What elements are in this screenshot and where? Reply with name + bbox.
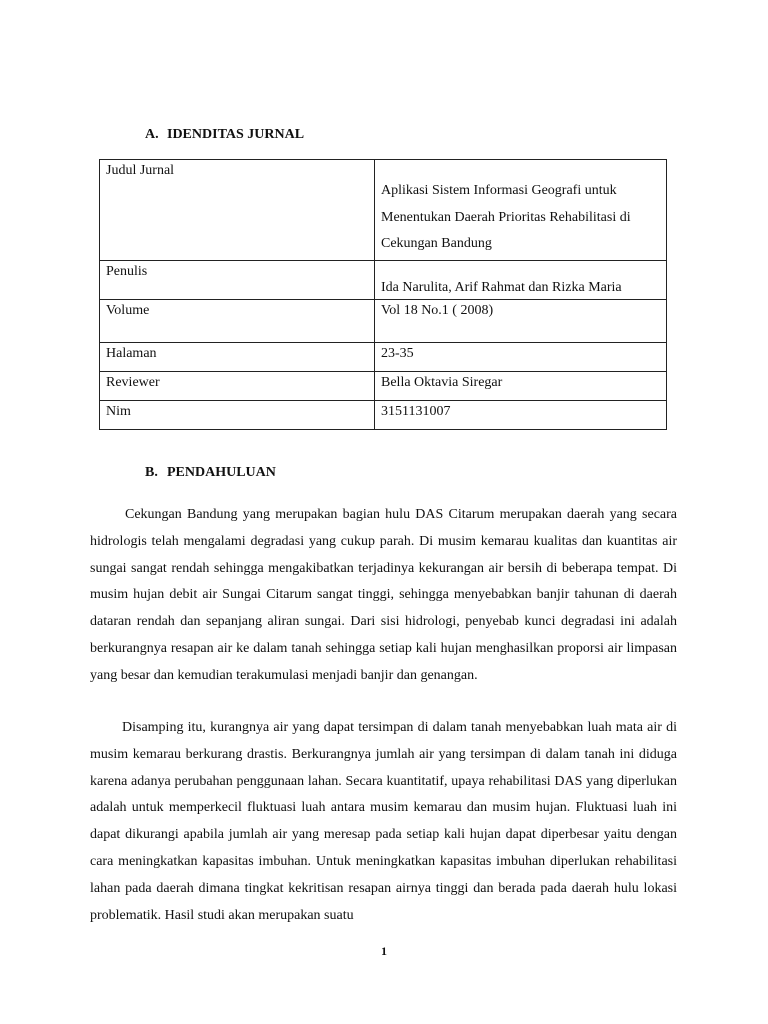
table-label-cell: Volume bbox=[100, 299, 375, 342]
reviewer-value: Bella Oktavia Siregar bbox=[375, 371, 667, 400]
table-label-cell: Judul Jurnal bbox=[100, 160, 375, 261]
section-a-heading bbox=[145, 127, 304, 143]
paragraph: Disamping itu, kurangnya air yang dapat tersimpan di dalam tanah menyebabkan luah mata air di musim kemarau berkurang drastis. Berkurangnya jumlah air yang tersimpan di dalam tanah ini diduga karena adanya perubahan penggunaan lahan. Secara kuantitatif, upaya rehabilitasi DAS yang diperlukan adalah untuk memperkecil fluktuasi luah antara musim kemarau dan musim hujan. Fluktuasi luah ini dapat dikurangi apabila jumlah air yang meresap pada setiap kali hujan dapat diperbesar yaitu dengan cara meningkatkan kapasitas imbuhan. Untuk meningkatkan kapasitas imbuhan diperlukan rehabilitasi lahan pada daerah dimana tingkat kekritisan resapan airnya tinggi dan berada pada daerah hulu lokasi problematik. Hasil studi akan merupakan suatu bbox=[90, 720, 677, 923]
volume-value: Vol 18 No.1 ( 2008) bbox=[375, 299, 667, 342]
table-label-cell: Nim bbox=[100, 400, 375, 429]
journal-identity-table bbox=[99, 159, 667, 430]
table-value-cell bbox=[375, 260, 667, 299]
page-number: 1 bbox=[381, 944, 387, 958]
paragraph: Cekungan Bandung yang merupakan bagian hulu DAS Citarum merupakan daerah yang secara hidrologis telah mengalami degradasi yang cukup parah. Di musim kemarau kualitas dan kuantitas air sungai sangat rendah sehingga mengakibatkan terjadinya kekurangan air bersih di beberapa tempat. Di musim hujan debit air Sungai Citarum sangat tinggi, sehingga menyebabkan banjir tahunan di daerah dataran rendah dan sepanjang aliran sungai. Dari sisi hidrologi, penyebab kunci degradasi ini adalah berkurangnya resapan air ke dalam tanah sehingga setiap kali hujan menghasilkan proporsi air limpasan yang besar dan kemudian terakumulasi menjadi banjir dan genangan. bbox=[90, 507, 677, 683]
table-label-cell: Halaman bbox=[100, 342, 375, 371]
authors-value: Ida Narulita, Arif Rahmat dan Rizka Maria bbox=[381, 279, 622, 295]
table-row bbox=[100, 371, 667, 400]
section-a-title: IDENDITAS JURNAL bbox=[167, 127, 305, 142]
section-a-number: A. bbox=[145, 127, 159, 142]
table-row bbox=[100, 260, 667, 299]
nim-value: 3151131007 bbox=[375, 400, 667, 429]
section-b-number: B. bbox=[145, 465, 158, 480]
section-b-title: PENDAHULUAN bbox=[167, 465, 276, 480]
table-label-cell: Penulis bbox=[100, 260, 375, 299]
table-row bbox=[100, 342, 667, 371]
table-row bbox=[100, 299, 667, 342]
section-b-heading bbox=[145, 465, 276, 481]
pages-value: 23-35 bbox=[375, 342, 667, 371]
table-value-cell bbox=[375, 160, 667, 261]
table-row bbox=[100, 400, 667, 429]
table-label-cell: Reviewer bbox=[100, 371, 375, 400]
table-row bbox=[100, 160, 667, 261]
journal-title-value: Aplikasi Sistem Informasi Geografi untuk Menentukan Daerah Prioritas Rehabilitasi di Cekungan Bandung bbox=[381, 183, 631, 251]
